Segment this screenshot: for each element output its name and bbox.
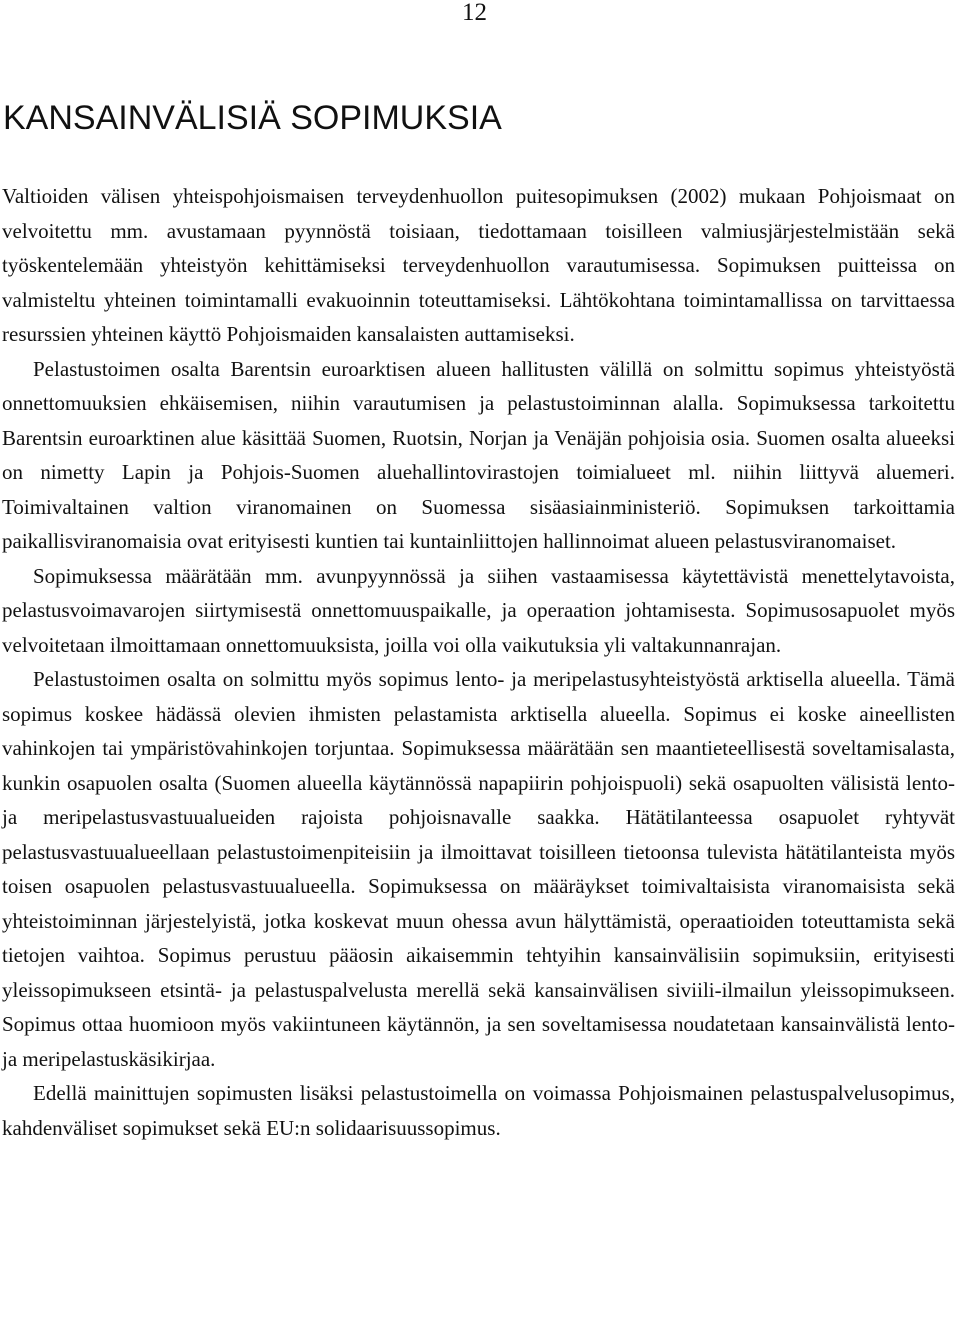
paragraph-barents-agreement: Pelastustoimen osalta Barentsin euroarktisen alueen hallitusten välillä on solmittu sopimus yhteistyöstä onnettomuuksien ehkäisemisen, niihin varautumisen ja pelastustoiminnan alalla. Sopimuksessa tarkoitettu Barentsin euroarktinen alue käsittää Suomen, Ruotsin, Norjan ja Venäjän pohjoisia osia. Suomen osalta alueeksi on nimetty Lapin ja Pohjois-Suomen aluehallintovirastojen toimialueet ml. niihin liittyvä aluemeri. Toimivaltainen valtion viranomainen on Suomessa sisäasiainministeriö. Sopimuksen tarkoittamia paikallisviranomaisia ovat erityisesti kuntien tai kuntainliittojen hallinnoimat alueen pelastusviranomaiset.: [2, 356, 955, 553]
body-text: [2, 179, 955, 1145]
paragraph-arctic-rescue-agreement: Pelastustoimen osalta on solmittu myös sopimus lento- ja meripelastusyhteistyöstä arktisella alueella. Tämä sopimus koskee hädässä olevien ihmisten pelastamista arktisella alueella. Sopimus ei koske aineellisten vahinkojen tai ympäristövahinkojen torjuntaa. Sopimuksessa määrätään sen maantieteellisestä soveltamisalasta, kunkin osapuolen osalta (Suomen alueella käytännössä napapiirin pohjoispuoli) sekä osapuolten välisistä lento- ja meripelastusvastuualueiden rajoista pohjoisnavalle saakka. Hätätilanteessa osapuolet ryhtyvät pelastusvastuualueellaan pelastustoimenpiteisiin ja ilmoittavat toisilleen tietoonsa tulevista hätätilanteista myös toisen osapuolen pelastusvastuualueella. Sopimuksessa on määräykset toimivaltaisista viranomaisista sekä yhteistoiminnan järjestelyistä, jotka koskevat muun ohessa avun hälyttämistä, operaatioiden toteuttamista sekä tietojen vaihtoa. Sopimus perustuu pääosin aikaisemmin tehtyihin kansainvälisiin sopimuksiin, erityisesti yleissopimukseen etsintä- ja pelastuspalvelusta merellä sekä kansainvälisen siviili-ilmailun yleissopimukseen. Sopimus ottaa huomioon myös vakiintuneen käytännön, ja sen soveltamisessa noudatetaan kansainvälistä lento- ja meripelastuskäsikirjaa.: [2, 667, 955, 1071]
paragraph-other-agreements: Edellä mainittujen sopimusten lisäksi pelastustoimella on voimassa Pohjoismainen pelastuspalvelusopimus, kahdenväliset sopimukset sekä EU:n solidaarisuussopimus.: [2, 1081, 955, 1140]
paragraph-health-agreement: Valtioiden välisen yhteispohjoismaisen terveydenhuollon puitesopimuksen (2002) mukaan Pohjoismaat on velvoitettu mm. avustamaan pyynnöstä toisiaan, tiedottamaan toisilleen valmiusjärjestelmistään sekä työskentelemään yhteistyön kehittämiseksi terveydenhuollon varautumisessa. Sopimuksen puitteissa on valmisteltu yhteinen toimintamalli evakuoinnin toteuttamiseksi. Lähtökohtana toimintamallissa on tarvittaessa resurssien yhteinen käyttö Pohjoismaiden kansalaisten auttamiseksi.: [2, 184, 955, 346]
section-heading: KANSAINVÄLISIÄ SOPIMUKSIA: [3, 99, 502, 137]
page-number: 12: [462, 0, 487, 26]
paragraph-agreement-provisions: Sopimuksessa määrätään mm. avunpyynnössä ja siihen vastaamisessa käytettävistä menettelytavoista, pelastusvoimavarojen siirtymisestä onnettomuuspaikalle, ja operaation johtamisesta. Sopimusosapuolet myös velvoitetaan ilmoittamaan onnettomuuksista, joilla voi olla vaikutuksia yli valtakunnanrajan.: [2, 563, 955, 657]
